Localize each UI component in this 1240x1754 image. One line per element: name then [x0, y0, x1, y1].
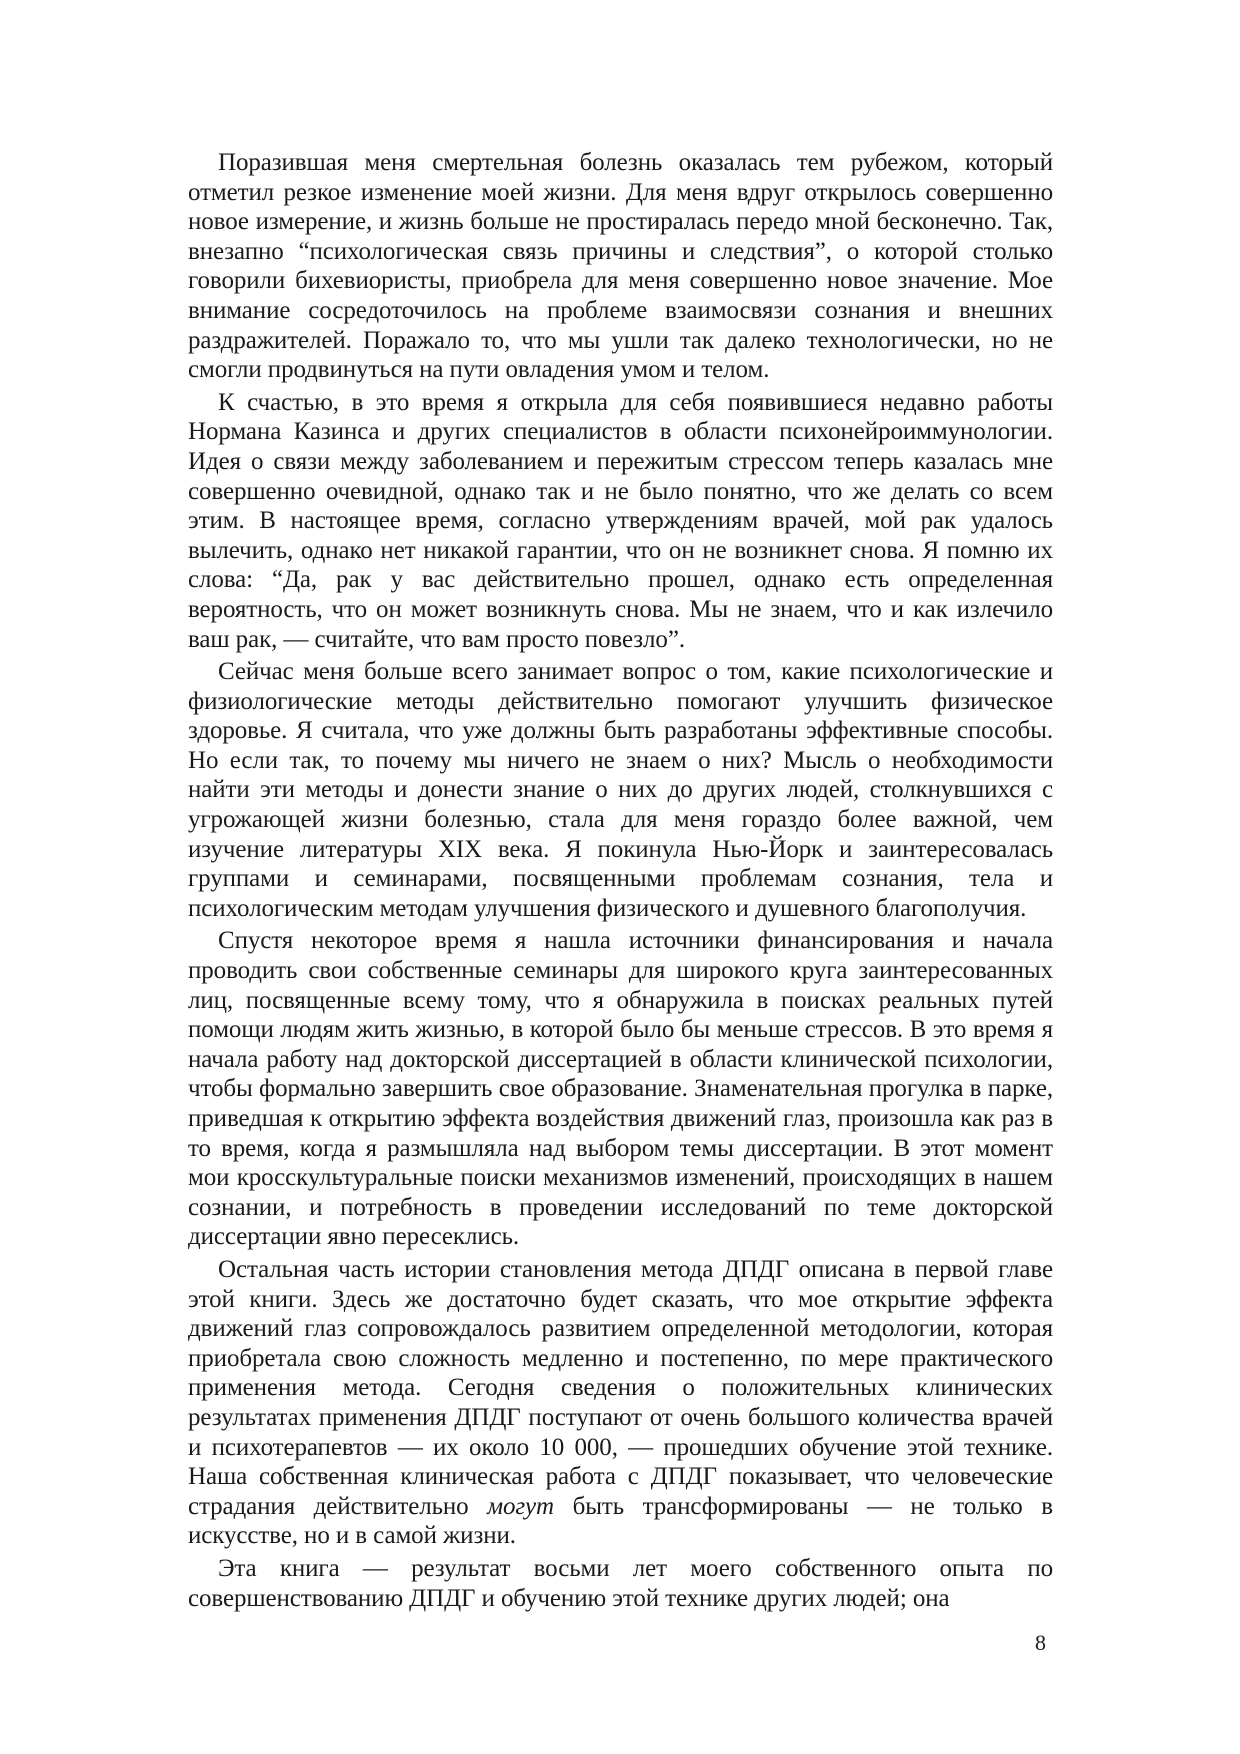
paragraph-4: Спустя некоторое время я нашла источники финансирования и начала проводить свои собственные семинары для широкого круга заинтересованных лиц, посвященные всему тому, что я обнаружила в поисках реальных путей помощи людям жить жизнью, в которой было бы меньше стрессов. В это время я начала работу над докторской диссертацией в области клинической психологии, чтобы формально завершить свое образование. Знаменательная прогулка в парке, приведшая к открытию эффекта воздействия движений глаз, произошла как раз в то время, когда я размышляла над выбором темы диссертации. В этот момент мои кросскультуральные поиски механизмов изменений, происходящих в нашем сознании, и потребность в проведении исследований по теме докторской диссертации явно пересеклись.	[188, 927, 1053, 1251]
paragraph-5-text-before: Остальная часть истории становления метода ДПДГ описана в первой главе этой книги. Здесь же достаточно будет сказать, что мое открытие эффекта движений глаз сопровождалось развитием определенной методологии, которая приобретала свою сложность медленно и постепенно, по мере практического применения метода. Сегодня сведения о положительных клинических результатах применения ДПДГ поступают от очень большого количества врачей и психотерапевтов — их около 10 000, — прошедших обучение этой технике. Наша собственная клиническая работа с ДПДГ показывает, что человеческие страдания действительно	[188, 1255, 1053, 1520]
page-number: 8	[1035, 1630, 1046, 1655]
paragraph-2: К счастью, в это время я открыла для себя появившиеся недавно работы Нормана Казинса и других специалистов в области психонейроиммунологии. Идея о связи между заболеванием и пережитым стрессом теперь казалась мне совершенно очевидной, однако так и не было понятно, что же делать со всем этим. В настоящее время, согласно утверждениям врачей, мой рак удалось вылечить, однако нет никакой гарантии, что он не возникнет снова. Я помню их слова: “Да, рак у вас действительно прошел, однако есть определенная вероятность, что он может возникнуть снова. Мы не знаем, что и как излечило ваш рак, — считайте, что вам просто повезло”.	[188, 388, 1053, 653]
paragraph-5-emphasis: могут	[487, 1492, 554, 1520]
paragraph-6: Эта книга — результат восьми лет моего собственного опыта по совершенствованию ДПДГ и обучению этой технике других людей; она	[188, 1554, 1053, 1612]
paragraph-1: Поразившая меня смертельная болезнь оказалась тем рубежом, который отметил резкое изменение моей жизни. Для меня вдруг открылось совершенно новое измерение, и жизнь больше не простиралась передо мной бесконечно. Так, внезапно “психологическая связь причины и следствия”, о которой столько говорили бихевиористы, приобрела для меня совершенно новое значение. Мое внимание сосредоточилось на проблеме взаимосвязи сознания и внешних раздражителей. Поражало то, что мы ушли так далеко технологически, но не смогли продвинуться на пути овладения умом и телом.	[188, 149, 1053, 384]
body-text	[188, 148, 1053, 1616]
paragraph-3: Сейчас меня больше всего занимает вопрос о том, какие психологические и физиологические методы действительно помогают улучшить физическое здоровье. Я считала, что уже должны быть разработаны эффективные способы. Но если так, то почему мы ничего не знаем о них? Мысль о необходимости найти эти методы и донести знание о них до других людей, столкнувшихся с угрожающей жизни болезнью, стала для меня гораздо более важной, чем изучение литературы XIX века. Я покинула Нью-Йорк и заинтересовалась группами и семинарами, посвященными проблемам сознания, тела и психологическим методам улучшения физического и душевного благополучия.	[188, 658, 1053, 922]
paragraph-5	[188, 1255, 1053, 1551]
paragraph-5-text-after: быть трансформированы — не только в искусстве, но и в самой жизни.	[188, 1492, 1053, 1550]
